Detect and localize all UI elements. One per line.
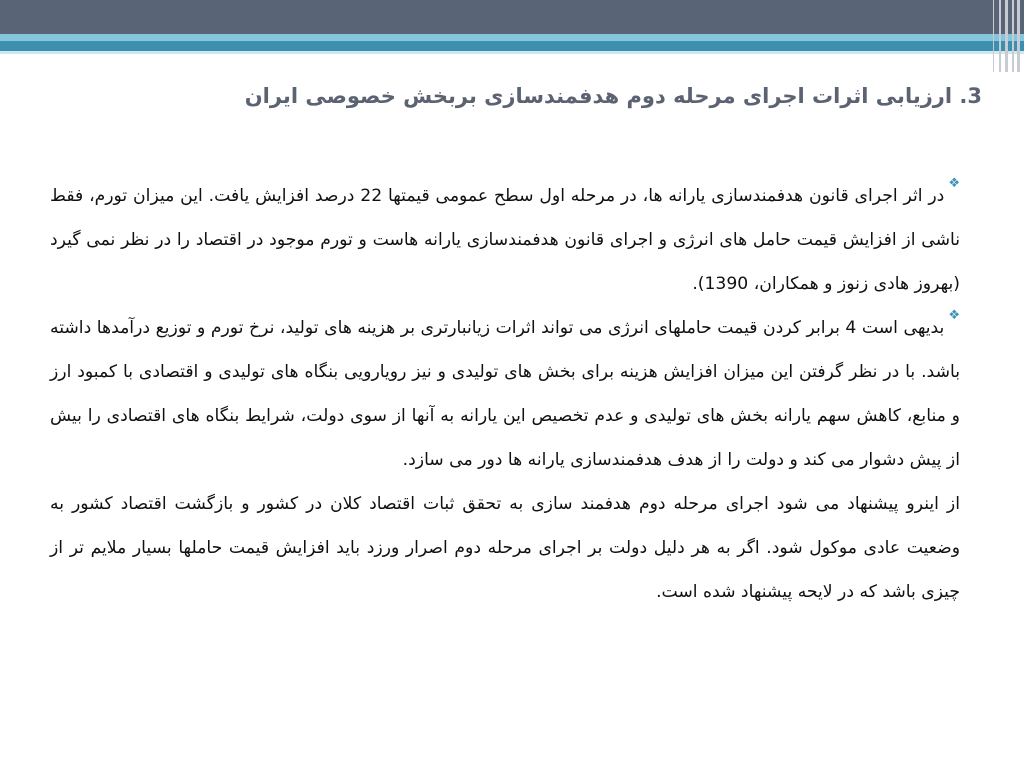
corner-lines-decoration	[984, 0, 1024, 72]
header-bar	[0, 0, 1024, 34]
header-stripe-light	[0, 34, 1024, 41]
diamond-bullet-icon: ❖	[948, 176, 960, 191]
paragraph-3	[50, 482, 960, 614]
paragraph-text: از اینرو پیشنهاد می شود اجرای مرحله دوم هدفمند سازی به تحقق ثبات اقتصاد کلان در کشور و بازگشت اقتصاد کشور به وضعیت عادی موکول شود. اگر به هر دلیل دولت بر اجرای مرحله دوم اصرار ورزد باید افزایش قیمت حاملها بسیار ملایم تر از چیزی باشد که در لایحه پیشنهاد شده است.	[50, 494, 960, 602]
paragraph-text: در اثر اجرای قانون هدفمندسازی یارانه ها، در مرحله اول سطح عمومی قیمتها 22 درصد افزایش یافت. این میزان تورم، فقط ناشی از افزایش قیمت حامل های انرژی و اجرای قانون هدفمندسازی یارانه هاست و تورم موجود در اقتصاد را در نظر نمی گیرد (بهروز هادی زنوز و همکاران، 1390).	[50, 186, 960, 294]
slide-body	[50, 174, 960, 614]
paragraph-2	[50, 306, 960, 482]
paragraph-text: بدیهی است 4 برابر کردن قیمت حاملهای انرژی می تواند اثرات زیانبارتری بر هزینه های تولید، نرخ تورم و توزیع درآمدها داشته باشد. با در نظر گرفتن این میزان افزایش هزینه برای بخش های تولیدی و نیز رویارویی بنگاه های تولیدی و اقتصادی با کمبود ارز و منابع، کاهش سهم یارانه بخش های تولیدی و عدم تخصیص این یارانه به آنها از سوی دولت، شرایط بنگاه های اقتصادی را بیش از پیش دشوار می کند و دولت را از هدف هدفمندسازی یارانه ها دور می سازد.	[50, 318, 960, 470]
header-stripe-pale	[0, 51, 1024, 54]
slide-title: 3. ارزیابی اثرات اجرای مرحله دوم هدفمندسازی بربخش خصوصی ایران	[244, 84, 982, 108]
header-stripe-teal	[0, 41, 1024, 51]
paragraph-1	[50, 174, 960, 306]
diamond-bullet-icon: ❖	[948, 308, 960, 323]
